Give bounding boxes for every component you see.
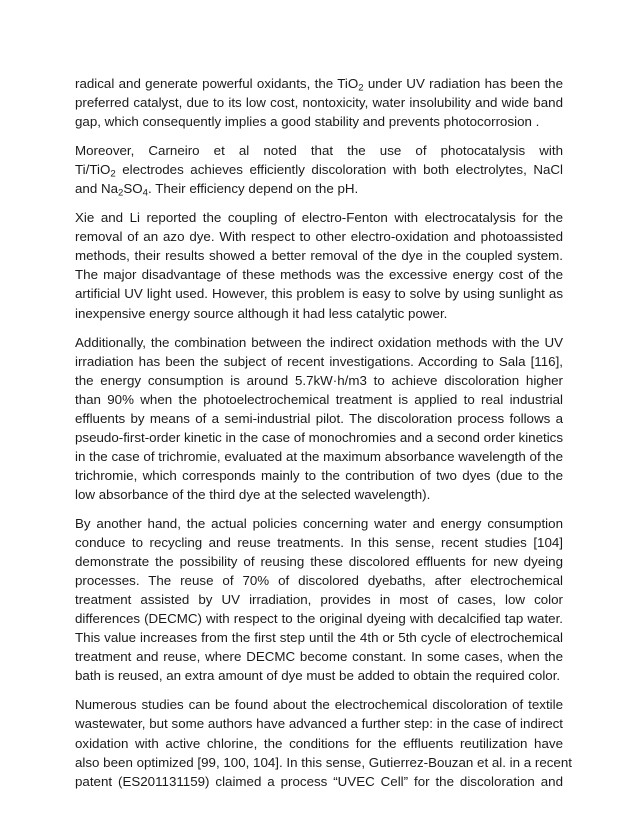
text-line: methods, their results showed a better removal of the dye in the coupled system.	[75, 248, 563, 264]
document-page	[75, 74, 572, 801]
text-line: processes. The reuse of 70% of discolored dyebaths, after electrochemical	[75, 573, 563, 589]
text-line: trichromie, which corresponds mainly to the contribution of two dyes (due to the	[75, 467, 563, 483]
text-line: preferred catalyst, due to its low cost, nontoxicity, water insolubility and wide band	[75, 95, 563, 111]
paragraph-uvec-patent	[75, 695, 572, 790]
text-line: in the case of trichromie, evaluated at the maximum absorbance wavelength of the	[75, 448, 563, 464]
text-line: pseudo-first-order kinetic in the case of monochromies and a second order kinetics	[75, 429, 564, 445]
text-line: bath is reused, an extra amount of dye must be added to obtain the required color.	[75, 668, 561, 684]
text-line: Moreover, Carneiro et al noted that the use of photocatalysis with	[75, 143, 563, 159]
text-line: Numerous studies can be found about the electrochemical discoloration of textile	[75, 697, 563, 713]
text-line: the energy consumption is around 5.7kW·h/m3 to achieve discoloration higher	[75, 372, 563, 388]
paragraph-reuse-policies	[75, 514, 563, 685]
text-line: By another hand, the actual policies concerning water and energy consumption	[75, 515, 563, 531]
text-line: gap, which consequently implies a good stability and prevents photocorrosion .	[75, 114, 540, 130]
text-line: This value increases from the first step until the 4th or 5th cycle of electrochemical	[75, 630, 563, 646]
text-line: Xie and Li reported the coupling of electro-Fenton with electrocatalysis for the	[75, 210, 563, 226]
text-line: differences (DECMC) with respect to the original dyeing with decalcified tap water.	[75, 611, 563, 627]
text-line: also been optimized [99, 100, 104]. In this sense, Gutierrez-Bouzan et al. in a recent	[75, 754, 572, 770]
text-line: radical and generate powerful oxidants, the TiO$_2$ under UV radiation has been the	[75, 76, 563, 94]
text-line: treatment and reuse, where DECMC become constant. In some cases, when the	[75, 649, 563, 665]
text-line: low absorbance of the third dye at the selected wavelength).	[75, 486, 431, 502]
text-line: Ti/TiO$_2$ electrodes achieves efficiently discoloration with both electrolytes, NaCl	[75, 162, 563, 180]
text-line: irradiation has been the subject of recent investigations. According to Sala [116],	[75, 353, 563, 369]
text-line: than 90% when the photoelectrochemical treatment is applied to real industrial	[75, 391, 563, 407]
text-line: oxidation with active chlorine, the conditions for the effluents reutilization have	[75, 735, 563, 751]
text-line: and $Na_2SO_4$. Their efficiency depend on the pH.	[75, 181, 359, 199]
text-line: The major disadvantage of these methods was the excessive energy cost of the	[75, 267, 563, 283]
paragraph-xie-li	[75, 208, 563, 322]
text-line: wastewater, but some authors have advanced a further step: in the case of indirect	[75, 716, 563, 732]
paragraph-tio2-catalyst	[75, 74, 563, 131]
text-line: effluents by means of a semi-industrial pilot. The discoloration process follows a	[75, 410, 563, 426]
text-line: patent (ES201131159) claimed a process “UVEC Cell” for the discoloration and	[75, 773, 563, 789]
text-line: conduce to recycling and reuse treatments. In this sense, recent studies [104]	[75, 535, 563, 551]
text-line: demonstrate the possibility of reusing these discolored effluents for new dyeing	[75, 554, 563, 570]
text-line: Additionally, the combination between the indirect oxidation methods with the UV	[75, 334, 563, 350]
paragraph-indirect-oxidation-uv	[75, 333, 563, 504]
text-line: removal of an azo dye. With respect to other electro-oxidation and photoassisted	[75, 229, 563, 245]
text-line: artificial UV light used. However, this problem is easy to solve by using sunlight as	[75, 286, 563, 302]
text-line: inexpensive energy source although it had less catalytic power.	[75, 305, 448, 321]
text-line: treatment assisted by UV irradiation, provides in most of cases, low color	[75, 592, 563, 608]
paragraph-carneiro	[75, 141, 563, 198]
